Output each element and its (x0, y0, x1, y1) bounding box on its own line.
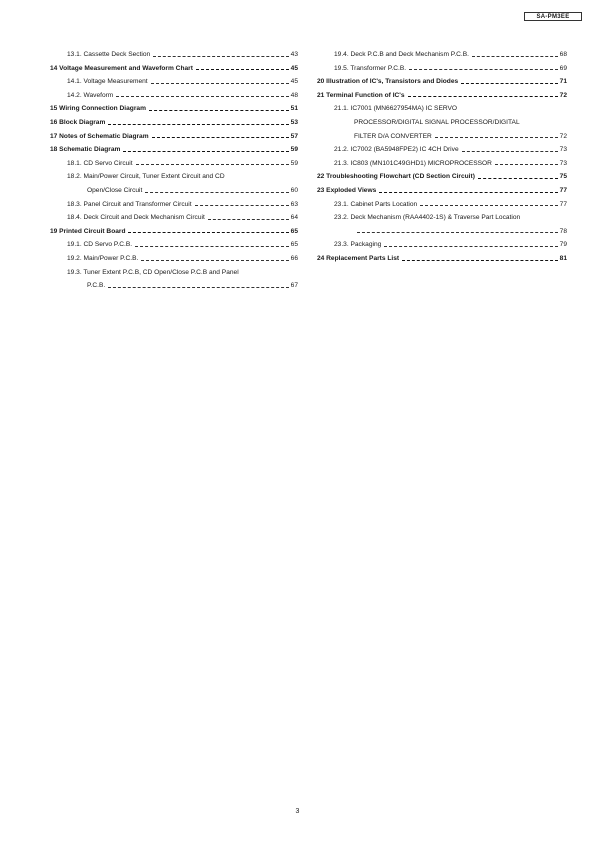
toc-entry-page: 59 (290, 146, 298, 154)
toc-entry-title: 23 Exploded Views (317, 186, 377, 194)
toc-entry[interactable] (317, 100, 567, 114)
toc-entry-page: 75 (559, 173, 567, 181)
toc-entry[interactable] (317, 236, 567, 250)
toc-entry[interactable] (50, 209, 298, 223)
toc-entry[interactable] (50, 100, 298, 114)
toc-entry[interactable] (50, 46, 298, 60)
toc-entry[interactable] (317, 46, 567, 60)
dot-leader (409, 69, 558, 70)
toc-entry-title: 14.1. Voltage Measurement (67, 78, 148, 86)
toc-entry-title: 18.2. Main/Power Circuit, Tuner Extent Circuit and CD (67, 173, 225, 181)
toc-entry[interactable] (317, 128, 567, 142)
toc-entry-page: 59 (290, 159, 298, 167)
toc-entry-page: 73 (559, 146, 567, 154)
toc-entry-title: 17 Notes of Schematic Diagram (50, 132, 149, 140)
toc-entry[interactable] (317, 60, 567, 74)
toc-entry-page: 77 (559, 200, 567, 208)
toc-entry-title: 21.3. IC803 (MN101C49GHD1) MICROPROCESSOR (334, 159, 492, 167)
toc-entry-page: 69 (559, 64, 567, 72)
model-number-box (524, 12, 582, 21)
toc-entry-page: 67 (290, 282, 298, 290)
dot-leader (461, 83, 557, 84)
toc-entry[interactable] (317, 73, 567, 87)
toc-entry[interactable] (317, 168, 567, 182)
toc-entry-page: 77 (559, 186, 567, 194)
dot-leader (123, 151, 288, 152)
toc-entry-title: 18.4. Deck Circuit and Deck Mechanism Circuit (67, 214, 205, 222)
toc-entry[interactable] (50, 73, 298, 87)
dot-leader (135, 246, 289, 247)
toc-entry-title: 18 Schematic Diagram (50, 146, 121, 154)
toc-entry[interactable] (317, 196, 567, 210)
dot-leader (145, 192, 288, 193)
toc-entry-page: 43 (290, 51, 298, 58)
toc-entry-page: 79 (559, 241, 567, 249)
dot-leader (472, 56, 558, 57)
toc-entry-page: 81 (559, 254, 567, 262)
toc-entry[interactable] (317, 209, 567, 223)
toc-entry[interactable] (50, 277, 298, 291)
toc-entry[interactable] (50, 264, 298, 278)
toc-entry-page: 57 (290, 132, 298, 140)
toc-entry-title: 21.1. IC7001 (MN6627954MA) IC SERVO (334, 105, 458, 113)
toc-entry-title: 15 Wiring Connection Diagram (50, 105, 146, 113)
toc-entry[interactable] (50, 114, 298, 128)
toc-entry-page: 45 (290, 78, 298, 86)
toc-entry-title: FILTER D/A CONVERTER (354, 132, 432, 140)
dot-leader (153, 56, 288, 57)
dot-leader (408, 96, 558, 97)
toc-entry[interactable] (50, 128, 298, 142)
dot-leader (495, 164, 558, 165)
toc-entry[interactable] (50, 141, 298, 155)
toc-entry[interactable] (50, 168, 298, 182)
dot-leader (141, 260, 288, 261)
toc-entry[interactable] (50, 250, 298, 264)
model-number: SA-PM3EE (536, 13, 570, 20)
dot-leader (116, 96, 288, 97)
toc-entry-page: 68 (559, 51, 567, 58)
toc-entry-title: 20 Illustration of IC's, Transistors and Diodes (317, 78, 459, 86)
toc-entry-page: 71 (559, 78, 567, 86)
toc-right-column (317, 46, 567, 264)
toc-entry-title: 14 Voltage Measurement and Waveform Chart (50, 64, 193, 72)
dot-leader (108, 124, 288, 125)
toc-entry-title: 21 Terminal Function of IC's (317, 91, 405, 99)
toc-entry-title: 19.2. Main/Power P.C.B. (67, 254, 139, 262)
toc-entry[interactable] (317, 114, 567, 128)
toc-entry-page: 51 (290, 105, 298, 113)
toc-entry[interactable] (317, 182, 567, 196)
toc-entry-page: 60 (290, 186, 298, 194)
toc-entry[interactable] (317, 223, 567, 237)
toc-entry-title: 23.3. Packaging (334, 241, 382, 249)
toc-entry-title: 23.1. Cabinet Parts Location (334, 200, 418, 208)
toc-entry-page: 78 (559, 227, 567, 235)
toc-entry-page: 72 (559, 91, 567, 99)
toc-entry-page: 45 (290, 64, 298, 72)
toc-entry[interactable] (50, 87, 298, 101)
toc-entry-page: 66 (290, 254, 298, 262)
dot-leader (435, 137, 558, 138)
toc-entry[interactable] (50, 155, 298, 169)
toc-entry-title: Open/Close Circuit (87, 186, 143, 194)
page-number: 3 (295, 808, 300, 815)
toc-left-column (50, 46, 298, 291)
toc-entry-title: PROCESSOR/DIGITAL SIGNAL PROCESSOR/DIGITAL (354, 118, 520, 126)
toc-entry-page: 64 (290, 214, 298, 222)
toc-entry-title: 19 Printed Circuit Board (50, 227, 126, 235)
dot-leader (149, 110, 289, 111)
toc-entry[interactable] (317, 87, 567, 101)
toc-entry[interactable] (50, 60, 298, 74)
toc-entry-title: 19.5. Transformer P.C.B. (334, 64, 407, 72)
toc-entry-page: 65 (290, 227, 298, 235)
toc-entry[interactable] (50, 182, 298, 196)
toc-entry-title: 19.3. Tuner Extent P.C.B, CD Open/Close P.C.B and Panel (67, 268, 239, 276)
toc-entry-page: 53 (290, 118, 298, 126)
toc-entry-page: 63 (290, 200, 298, 208)
toc-entry[interactable] (50, 196, 298, 210)
toc-entry-title: 24 Replacement Parts List (317, 254, 400, 262)
toc-entry-title: 21.2. IC7002 (BA5948FPE2) IC 4CH Drive (334, 146, 459, 154)
toc-entry-title: 19.1. CD Servo P.C.B. (67, 241, 133, 249)
dot-leader (379, 192, 557, 193)
toc-entry-title: 22 Troubleshooting Flowchart (CD Section Circuit) (317, 173, 475, 181)
toc-entry-title: 13.1. Cassette Deck Section (67, 51, 151, 58)
toc-entry-title: 23.2. Deck Mechanism (RAA4402-1S) & Traverse Part Location (334, 214, 521, 222)
toc-entry[interactable] (50, 223, 298, 237)
dot-leader (195, 205, 289, 206)
dot-leader (357, 232, 558, 233)
dot-leader (128, 232, 288, 233)
toc-entry-page: 72 (559, 132, 567, 140)
dot-leader (136, 164, 289, 165)
dot-leader (152, 137, 289, 138)
dot-leader (462, 151, 558, 152)
toc-entry[interactable] (317, 250, 567, 264)
toc-entry[interactable] (317, 141, 567, 155)
toc-entry-title: 18.3. Panel Circuit and Transformer Circuit (67, 200, 192, 208)
toc-entry-title: P.C.B. (87, 282, 106, 290)
toc-entry-title: 18.1. CD Servo Circuit (67, 159, 133, 167)
dot-leader (420, 205, 557, 206)
toc-entry[interactable] (317, 155, 567, 169)
dot-leader (108, 287, 288, 288)
dot-leader (384, 246, 557, 247)
dot-leader (196, 69, 289, 70)
dot-leader (151, 83, 289, 84)
toc-entry-page: 65 (290, 241, 298, 249)
toc-entry-page: 48 (290, 91, 298, 99)
toc-entry-title: 16 Block Diagram (50, 118, 106, 126)
toc-entry[interactable] (50, 236, 298, 250)
dot-leader (478, 178, 558, 179)
dot-leader (208, 219, 289, 220)
toc-entry-title: 19.4. Deck P.C.B and Deck Mechanism P.C.B. (334, 51, 469, 58)
toc-entry-page: 73 (559, 159, 567, 167)
toc-entry-title: 14.2. Waveform (67, 91, 114, 99)
dot-leader (402, 260, 558, 261)
